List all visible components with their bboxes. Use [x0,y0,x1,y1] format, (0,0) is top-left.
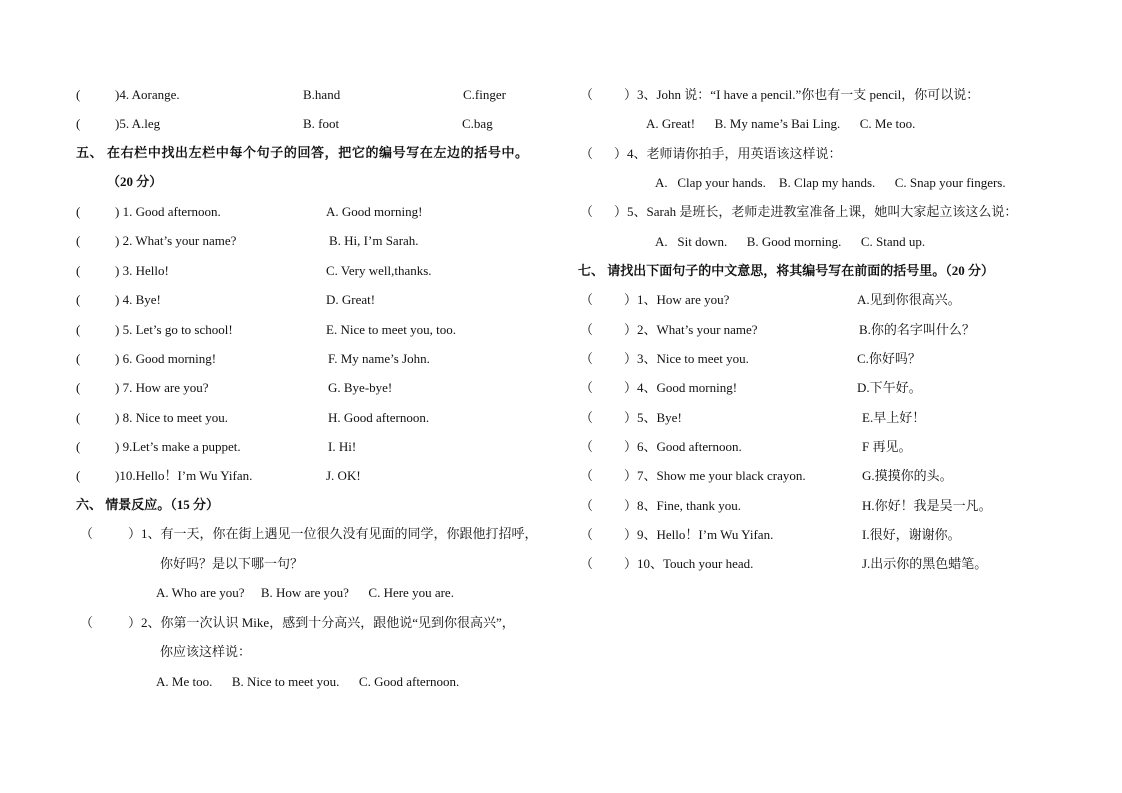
s7-paren-7[interactable]: （ [580,468,594,483]
s5-question-10: )10.Hello！I’m Wu Yifan. [115,468,253,483]
s6-q4-text: ）4、老师请你拍手，用英语该这样说： [614,146,842,161]
s5-paren-3[interactable]: ( [76,263,81,278]
s6-q2-text-cont: 你应该这样说： [160,644,252,659]
section5-title: 五、 在右栏中找出左栏中每个句子的回答，把它的编号写在左边的括号中。 [76,145,529,160]
s5-paren-5[interactable]: ( [76,322,81,337]
s5-answer-i: I. Hi! [328,439,357,454]
s6-q1-text: ）1、有一天，你在街上遇见一位很久没有见面的同学，你跟他打招呼， [128,526,538,541]
s5-paren-6[interactable]: ( [76,351,81,366]
s6-q1-text-cont: 你好吗？是以下哪一句？ [160,556,304,571]
s5-question-3: ) 3. Hello! [115,263,169,278]
s7-question-10: ）10、Touch your head. [624,556,754,571]
s7-paren-6[interactable]: （ [580,439,594,454]
s7-answer-c: C.你好吗？ [857,351,921,366]
q4-paren[interactable]: ( [76,87,81,102]
s7-answer-a: A.见到你很高兴。 [857,292,961,307]
q4-option-c: C.finger [463,87,506,102]
s7-answer-b: B.你的名字叫什么？ [859,322,975,337]
s7-paren-10[interactable]: （ [580,556,594,571]
s5-answer-d: D. Great! [326,292,376,307]
s5-answer-g: G. Bye-bye! [328,380,393,395]
s7-question-5: ）5、Bye! [624,410,682,425]
s5-question-6: ) 6. Good morning! [115,351,217,366]
section7-title: 七、 请找出下面句子的中文意思，将其编号写在前面的括号里。（20 分） [578,263,995,278]
s7-question-8: ）8、Fine, thank you. [624,498,741,513]
section6-title: 六、 情景反应。（15 分） [76,497,220,512]
s7-question-1: ）1、How are you? [624,292,730,307]
s5-answer-e: E. Nice to meet you, too. [326,322,456,337]
s7-question-2: ）2、What’s your name? [624,322,758,337]
s5-answer-b: B. Hi, I’m Sarah. [329,233,419,248]
s6-q1-paren[interactable]: （ [80,526,94,541]
s7-answer-f: F 再见。 [862,439,912,454]
q5-paren[interactable]: ( [76,116,81,131]
s7-question-6: ）6、Good afternoon. [624,439,742,454]
s6-q5-text: ）5、Sarah 是班长，老师走进教室准备上课，她叫大家起立该这么说： [614,204,1018,219]
s5-answer-c: C. Very well,thanks. [326,263,432,278]
s6-q2-text: ）2、你第一次认识 Mike，感到十分高兴，跟他说“见到你很高兴”， [128,615,515,630]
s6-q4-options: A. Clap your hands. B. Clap my hands. C. Snap your fingers. [655,175,1006,190]
s7-question-3: ）3、Nice to meet you. [624,351,749,366]
s7-paren-9[interactable]: （ [580,527,594,542]
s5-question-5: ) 5. Let’s go to school! [115,322,233,337]
s7-answer-i: I.很好，谢谢你。 [862,527,961,542]
s7-answer-h: H.你好！我是吴一凡。 [862,498,992,513]
s7-answer-j: J.出示你的黑色蜡笔。 [862,556,988,571]
s5-paren-10[interactable]: ( [76,468,81,483]
s7-question-4: ）4、Good morning! [624,380,738,395]
s5-question-2: ) 2. What’s your name? [115,233,237,248]
s5-paren-1[interactable]: ( [76,204,81,219]
s5-answer-j: J. OK! [326,468,361,483]
s7-question-9: ）9、Hello！I’m Wu Yifan. [624,527,774,542]
s5-answer-h: H. Good afternoon. [328,410,430,425]
s6-q2-paren[interactable]: （ [80,615,94,630]
s7-answer-g: G.摸摸你的头。 [862,468,953,483]
s5-question-4: ) 4. Bye! [115,292,161,307]
s5-question-8: ) 8. Nice to meet you. [115,410,228,425]
s6-q3-text: ）3、John 说：“I have a pencil.”你也有一支 pencil，你可以说： [624,87,980,102]
s7-question-7: ）7、Show me your black crayon. [624,468,806,483]
q4-option-b: B.hand [303,87,341,102]
s6-q1-options: A. Who are you? B. How are you? C. Here you are. [156,585,454,600]
s5-answer-f: F. My name’s John. [328,351,430,366]
s5-paren-7[interactable]: ( [76,380,81,395]
s7-paren-2[interactable]: （ [580,322,594,337]
s5-question-1: ) 1. Good afternoon. [115,204,221,219]
s7-answer-d: D.下午好。 [857,380,922,395]
s5-paren-2[interactable]: ( [76,233,81,248]
q4-stem: )4. Aorange. [115,87,180,102]
q5-stem: )5. A.leg [115,116,161,131]
s7-paren-8[interactable]: （ [580,498,594,513]
s7-paren-3[interactable]: （ [580,351,594,366]
s5-question-9: ) 9.Let’s make a puppet. [115,439,241,454]
s7-paren-1[interactable]: （ [580,292,594,307]
s6-q5-paren[interactable]: （ [580,204,594,219]
s6-q5-options: A. Sit down. B. Good morning. C. Stand up. [655,234,926,249]
q5-option-c: C.bag [462,116,493,131]
q5-option-b: B. foot [303,116,340,131]
s7-answer-e: E.早上好！ [862,410,926,425]
section5-score: （20 分） [107,174,163,189]
s6-q2-options: A. Me too. B. Nice to meet you. C. Good afternoon. [156,674,460,689]
s6-q4-paren[interactable]: （ [580,146,594,161]
s7-paren-5[interactable]: （ [580,410,594,425]
s7-paren-4[interactable]: （ [580,380,594,395]
s5-paren-8[interactable]: ( [76,410,81,425]
s5-paren-9[interactable]: ( [76,439,81,454]
s6-q3-paren[interactable]: （ [580,87,594,102]
s5-question-7: ) 7. How are you? [115,380,209,395]
s5-paren-4[interactable]: ( [76,292,81,307]
s5-answer-a: A. Good morning! [326,204,423,219]
s6-q3-options: A. Great! B. My name’s Bai Ling. C. Me too. [646,116,916,131]
